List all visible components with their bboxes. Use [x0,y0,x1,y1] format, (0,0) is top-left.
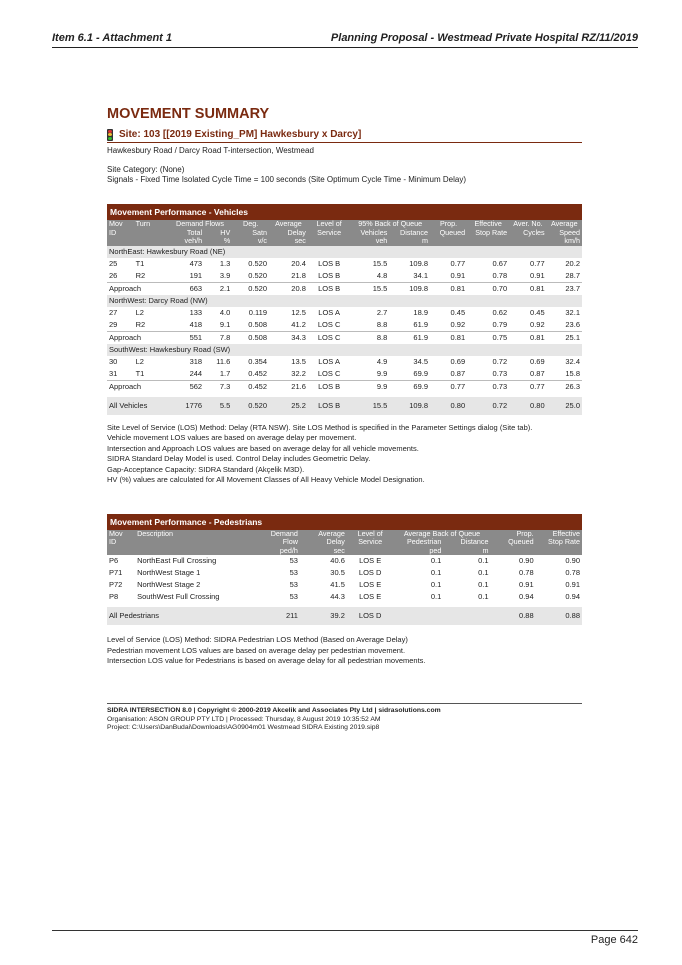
vehicles-header-cell: Effective [467,220,509,229]
table-cell: 0.452 [232,380,269,393]
vehicles-header-cell: km/h [547,237,582,246]
approach-name: NorthWest: Darcy Road (NW) [107,295,582,307]
note-line: Intersection LOS value for Pedestrians is based on average delay for all pedestrian movements. [107,656,426,665]
table-cell: LOS B [308,380,351,393]
vehicles-caption: Movement Performance - Vehicles [107,204,582,220]
table-cell: LOS B [308,282,351,295]
table-cell: 0.73 [467,380,509,393]
table-cell: 0.1 [478,580,489,589]
approach-row [107,282,582,295]
table-cell: 21.6 [269,380,308,393]
table-cell: 53 [289,568,298,577]
header-right: Planning Proposal - Westmead Private Hospital RZ/11/2019 [330,32,638,44]
pedestrians-header-cell: Queued [491,538,536,547]
pedestrians-header-cell: Pedestrian [393,538,443,547]
table-cell: 25.2 [269,397,308,415]
vehicles-header-cell: v/c [232,237,269,246]
table-cell: 7.8 [204,331,232,344]
table-cell: 53 [289,580,298,589]
table-cell: 0.69 [450,356,466,366]
table-cell: 0.1 [478,592,489,601]
table-cell: 9.9 [350,380,389,393]
pedestrians-header-cell: ped [393,547,443,556]
vehicles-header-cell: Delay [269,229,308,238]
table-cell: 30.5 [330,568,345,577]
table-cell: 0.67 [492,258,508,268]
table-cell: 53 [289,592,298,601]
table-cell: 0.119 [248,307,268,317]
table-cell: All Pedestrians [107,607,253,625]
report-title: MOVEMENT SUMMARY [107,106,270,122]
note-line: SIDRA Standard Delay Model is used. Control Delay includes Geometric Delay. [107,454,371,463]
table-cell: 0.520 [248,270,268,280]
vehicles-header-cell: Satn [232,229,269,238]
table-cell: 15.8 [565,368,580,378]
table-cell: 30 [109,356,118,366]
table-cell: 0.45 [450,307,466,317]
vehicles-header-cell: sec [269,237,308,246]
pedestrians-header-cell [107,547,135,556]
table-cell: 318 [189,356,203,366]
table-cell: 13.5 [291,356,306,366]
pedestrians-header-cell [536,547,582,556]
table-cell: LOS C [317,319,341,329]
table-cell: 0.88 [491,607,536,625]
pedestrians-header-cell: Demand [253,530,300,539]
vehicles-header-cell: Queued [430,229,467,238]
table-cell: 20.4 [291,258,306,268]
note-line: Pedestrian movement LOS values are based on average delay per pedestrian movement. [107,645,406,655]
vehicles-header-cell: Level of [308,220,351,229]
table-cell: LOS D [347,607,394,625]
table-cell: 15.5 [372,258,388,268]
pedestrian-notes [107,635,582,667]
table-cell: 21.8 [291,270,306,280]
table-cell: 0.73 [492,368,508,378]
table-cell: 0.1 [478,568,489,577]
vehicles-header-cell: HV [204,229,232,238]
table-cell: 418 [189,319,203,329]
table-cell: 109.8 [389,397,430,415]
site-label: Site: 103 [[2019 Existing_PM] Hawkesbury x Darcy] [119,129,362,140]
pedestrians-header-cell [347,547,394,556]
table-cell: 0.81 [509,282,547,295]
pedestrians-header-cell [491,547,536,556]
table-row [107,344,582,356]
approach-row [107,331,582,344]
table-cell: 32.1 [565,307,580,317]
table-cell: 0.72 [467,397,509,415]
table-cell: 4.8 [376,270,388,280]
table-cell: 0.520 [232,282,269,295]
table-cell: 25.1 [547,331,582,344]
table-cell: Approach [107,380,168,393]
vehicles-header-cell: veh/h [168,237,204,246]
table-cell: 7.3 [204,380,232,393]
table-row [107,258,582,270]
table-cell: 0.520 [248,258,268,268]
table-cell: 0.75 [467,331,509,344]
footer-line: Project: C:\Users\DanBudai\Downloads\AG0904m01 Westmead SIDRA Existing 2019.sip8 [107,724,380,731]
table-cell: 61.9 [389,331,430,344]
table-cell: 0.1 [430,556,442,565]
table-cell: 20.2 [565,258,580,268]
table-cell: 0.94 [519,592,534,601]
pedestrians-caption: Movement Performance - Pedestrians [107,514,582,530]
table-row [107,579,582,591]
note-line: Vehicle movement LOS values are based on average delay per movement. [107,433,357,442]
pedestrians-header-cell: Prop. [491,530,536,539]
vehicles-header-cell: ID [107,229,134,238]
table-cell: 0.81 [430,331,467,344]
table-cell: 0.91 [519,580,534,589]
vehicles-header-cell: Vehicles [350,229,389,238]
table-cell: R2 [135,319,146,329]
pedestrians-header-cell: Average [300,530,347,539]
pedestrians-header-cell [135,538,253,547]
table-cell: 0.508 [232,331,269,344]
table-cell: LOS B [318,258,341,268]
table-cell: 15.5 [350,282,389,295]
pedestrians-header-cell: ped/h [253,547,300,556]
table-cell: All Vehicles [107,397,168,415]
note-line: Level of Service (LOS) Method: SIDRA Pedestrian LOS Method (Based on Average Delay) [107,635,408,644]
table-cell: Approach [107,282,168,295]
pedestrians-header-cell: Stop Rate [536,538,582,547]
table-cell: 20.8 [269,282,308,295]
footer-line: Organisation: ASON GROUP PTY LTD | Processed: Thursday, 8 August 2019 10:35:52 AM [107,715,381,723]
pedestrians-header-cell: Flow [253,538,300,547]
site-title [107,127,582,143]
table-cell: 211 [253,607,300,625]
table-row [107,307,582,319]
table-cell: LOS B [308,397,351,415]
table-cell: 27 [109,307,118,317]
table-cell: 0.90 [519,556,534,565]
table-cell: 0.77 [530,258,545,268]
table-cell: SouthWest Full Crossing [137,592,220,601]
table-cell: LOS C [308,331,351,344]
table-row [107,555,582,567]
note-line: Gap-Acceptance Capacity: SIDRA Standard (Akçelik M3D). [107,464,305,474]
all-pedestrians-row [107,607,582,625]
table-cell: LOS E [359,556,382,565]
table-cell: 9.1 [219,319,231,329]
table-cell [393,607,443,625]
vehicles-header-cell: m [389,237,430,246]
table-cell: 8.8 [376,319,388,329]
table-cell: 0.77 [509,380,547,393]
table-cell: 0.70 [467,282,509,295]
site-category: Site Category: (None) [107,165,185,174]
report-footer [107,703,582,733]
table-cell: 32.4 [565,356,580,366]
report-body [107,104,582,667]
table-cell: 69.9 [389,380,430,393]
table-cell: 26.3 [547,380,582,393]
table-cell: L2 [135,307,144,317]
vehicles-header-cell: veh [350,237,389,246]
vehicles-header-cell [107,237,134,246]
table-cell: 0.72 [492,356,508,366]
table-row [107,295,582,307]
table-cell: 473 [189,258,203,268]
pedestrians-header-cell: sec [300,547,347,556]
vehicles-header-cell [430,237,467,246]
vehicles-header-cell: Prop. [430,220,467,229]
table-cell: 109.8 [389,282,430,295]
header-left: Item 6.1 - Attachment 1 [52,32,173,44]
table-cell: 0.45 [530,307,545,317]
all-vehicles-row [107,397,582,415]
table-cell: L2 [135,356,144,366]
page-number: Page 642 [52,930,638,946]
table-cell: 2.1 [204,282,232,295]
vehicles-header-cell: Mov [107,220,134,229]
pedestrians-header-cell: ID [107,538,135,547]
table-cell: 191 [189,270,203,280]
table-cell: 0.520 [232,397,269,415]
vehicles-header-cell: Cycles [509,229,547,238]
vehicles-header-cell [134,237,168,246]
pedestrians-table [107,514,582,626]
table-cell: LOS A [318,356,340,366]
location: Hawkesbury Road / Darcy Road T-intersection, Westmead [107,146,314,155]
table-cell: 0.87 [530,368,545,378]
table-cell: 18.9 [413,307,429,317]
table-cell: 0.81 [430,282,467,295]
vehicles-table [107,204,582,415]
table-cell: 23.7 [547,282,582,295]
table-cell: P6 [109,556,119,565]
table-cell: 133 [189,307,203,317]
vehicles-header-cell: Turn [134,220,168,229]
table-cell: 1776 [168,397,204,415]
table-row [107,319,582,332]
table-row [107,246,582,258]
table-cell: 8.8 [350,331,389,344]
table-cell: 69.9 [413,368,429,378]
approach-name: NorthEast: Hawkesbury Road (NE) [107,246,582,258]
table-cell: 0.69 [530,356,545,366]
vehicles-header-cell: Demand Flows [168,220,233,229]
table-cell: 39.2 [300,607,347,625]
table-cell: P8 [109,592,119,601]
pedestrians-header-cell: Effective [536,530,582,539]
pedestrians-header-cell: Average Back of Queue [393,530,490,539]
vehicles-header-cell: Stop Rate [467,229,509,238]
table-cell: 0.90 [565,556,580,565]
table-cell: 0.92 [450,319,466,329]
note-line: Intersection and Approach LOS values are based on average delay for all vehicle movements. [107,443,419,453]
table-cell: 244 [189,368,203,378]
table-cell: LOS B [318,270,341,280]
approach-row [107,380,582,393]
table-cell: 0.452 [248,368,268,378]
table-cell: NorthWest Stage 1 [137,568,201,577]
footer-line: SIDRA INTERSECTION 8.0 | Copyright © 2000-2019 Akcelik and Associates Pty Ltd | sidrasolutions.com [107,707,441,714]
vehicles-header-cell [134,229,168,238]
table-cell: 5.5 [204,397,232,415]
table-cell: T1 [135,368,145,378]
page-header [52,31,638,48]
table-cell: 41.5 [330,580,345,589]
table-cell: 34.1 [413,270,429,280]
table-cell: 109.8 [409,258,429,268]
table-cell: 44.3 [330,592,345,601]
table-cell: 0.80 [509,397,547,415]
vehicles-header-cell: Average [547,220,582,229]
pedestrians-header-cell: Mov [107,530,135,539]
vehicles-header-cell [467,237,509,246]
table-cell: 23.6 [565,319,580,329]
table-cell: LOS E [359,580,382,589]
table-cell: 0.94 [565,592,580,601]
table-cell: 2.7 [376,307,388,317]
table-cell: 9.9 [376,368,388,378]
vehicles-header-cell: % [204,237,232,246]
pedestrians-header-cell [135,547,253,556]
table-cell: 15.5 [350,397,389,415]
table-cell: 11.6 [216,356,231,366]
vehicles-header-cell: Average [269,220,308,229]
table-cell: 0.91 [450,270,466,280]
table-cell: 3.9 [219,270,231,280]
table-cell: 0.91 [565,580,580,589]
table-row [107,356,582,368]
table-cell: 0.508 [248,319,268,329]
table-cell: 0.78 [565,568,580,577]
pedestrians-header-cell: m [443,547,490,556]
table-cell: 562 [168,380,204,393]
table-cell: P72 [109,580,123,589]
note-line: HV (%) values are calculated for All Movement Classes of All Heavy Vehicle Model Designation. [107,475,425,484]
table-cell: 31 [109,368,118,378]
table-cell: Approach [107,331,168,344]
table-cell: 34.3 [269,331,308,344]
table-cell: 29 [109,319,118,329]
traffic-light-icon [107,129,113,141]
table-cell: 28.7 [565,270,580,280]
vehicles-header-cell: Total [168,229,204,238]
table-cell: LOS C [317,368,341,378]
signals-info: Signals - Fixed Time Isolated Cycle Time = 100 seconds (Site Optimum Cycle Time - Minimum Delay) [107,175,467,184]
table-cell: 4.9 [376,356,388,366]
pedestrians-header-cell: Service [347,538,394,547]
table-cell: 0.80 [430,397,467,415]
table-cell: 1.7 [219,368,231,378]
table-cell: 0.62 [492,307,508,317]
table-cell: 0.88 [536,607,582,625]
table-cell: 0.78 [492,270,508,280]
table-cell: 32.2 [291,368,306,378]
table-cell: 25 [109,258,118,268]
pedestrians-header-cell: Level of [347,530,394,539]
table-cell: 0.77 [430,380,467,393]
approach-name: SouthWest: Hawkesbury Road (SW) [107,344,582,356]
pedestrians-header-cell: Delay [300,538,347,547]
table-cell: 0.81 [509,331,547,344]
table-row [107,591,582,603]
table-cell: 53 [289,556,298,565]
table-cell: 0.91 [530,270,545,280]
table-cell: 61.9 [413,319,429,329]
table-cell: 0.78 [519,568,534,577]
table-cell: 41.2 [291,319,306,329]
table-cell: 0.1 [430,568,442,577]
vehicles-header-cell: Speed [547,229,582,238]
vehicle-notes [107,423,582,486]
table-cell: 0.1 [430,580,442,589]
note-line: Site Level of Service (LOS) Method: Delay (RTA NSW). Site LOS Method is specified in the Parameter Settings dialog (Site tab). [107,422,533,432]
table-row [107,270,582,283]
table-cell: NorthEast Full Crossing [137,556,217,565]
vehicles-header-cell: Deg. [232,220,269,229]
table-cell: R2 [135,270,146,280]
table-cell: 663 [168,282,204,295]
table-cell: 4.0 [219,307,231,317]
table-row [107,368,582,381]
table-cell: LOS E [359,592,382,601]
table-cell: 0.77 [450,258,466,268]
table-cell: T1 [135,258,145,268]
table-cell [443,607,490,625]
table-cell: 551 [168,331,204,344]
table-cell: 25.0 [547,397,582,415]
table-cell: NorthWest Stage 2 [137,580,201,589]
table-cell: 26 [109,270,118,280]
vehicles-header-cell: 95% Back of Queue [350,220,430,229]
vehicles-header-cell: Service [308,229,351,238]
table-cell: 12.5 [291,307,306,317]
table-cell: LOS D [358,568,382,577]
pedestrians-header-cell: Distance [443,538,490,547]
table-cell: 0.1 [478,556,489,565]
table-row [107,567,582,579]
table-cell: 0.1 [430,592,442,601]
table-cell: 0.87 [450,368,466,378]
table-cell: 1.3 [219,258,231,268]
table-cell: LOS A [318,307,340,317]
table-cell: 0.354 [248,356,268,366]
table-cell: P71 [109,568,123,577]
table-cell: 0.92 [530,319,545,329]
table-cell: 40.6 [330,556,345,565]
vehicles-header-cell: Distance [389,229,430,238]
vehicles-header-cell [509,237,547,246]
pedestrians-header-cell: Description [135,530,253,539]
vehicles-header-cell [308,237,351,246]
table-cell: 34.5 [413,356,429,366]
table-cell: 0.79 [492,319,508,329]
vehicles-header-cell: Aver. No. [509,220,547,229]
